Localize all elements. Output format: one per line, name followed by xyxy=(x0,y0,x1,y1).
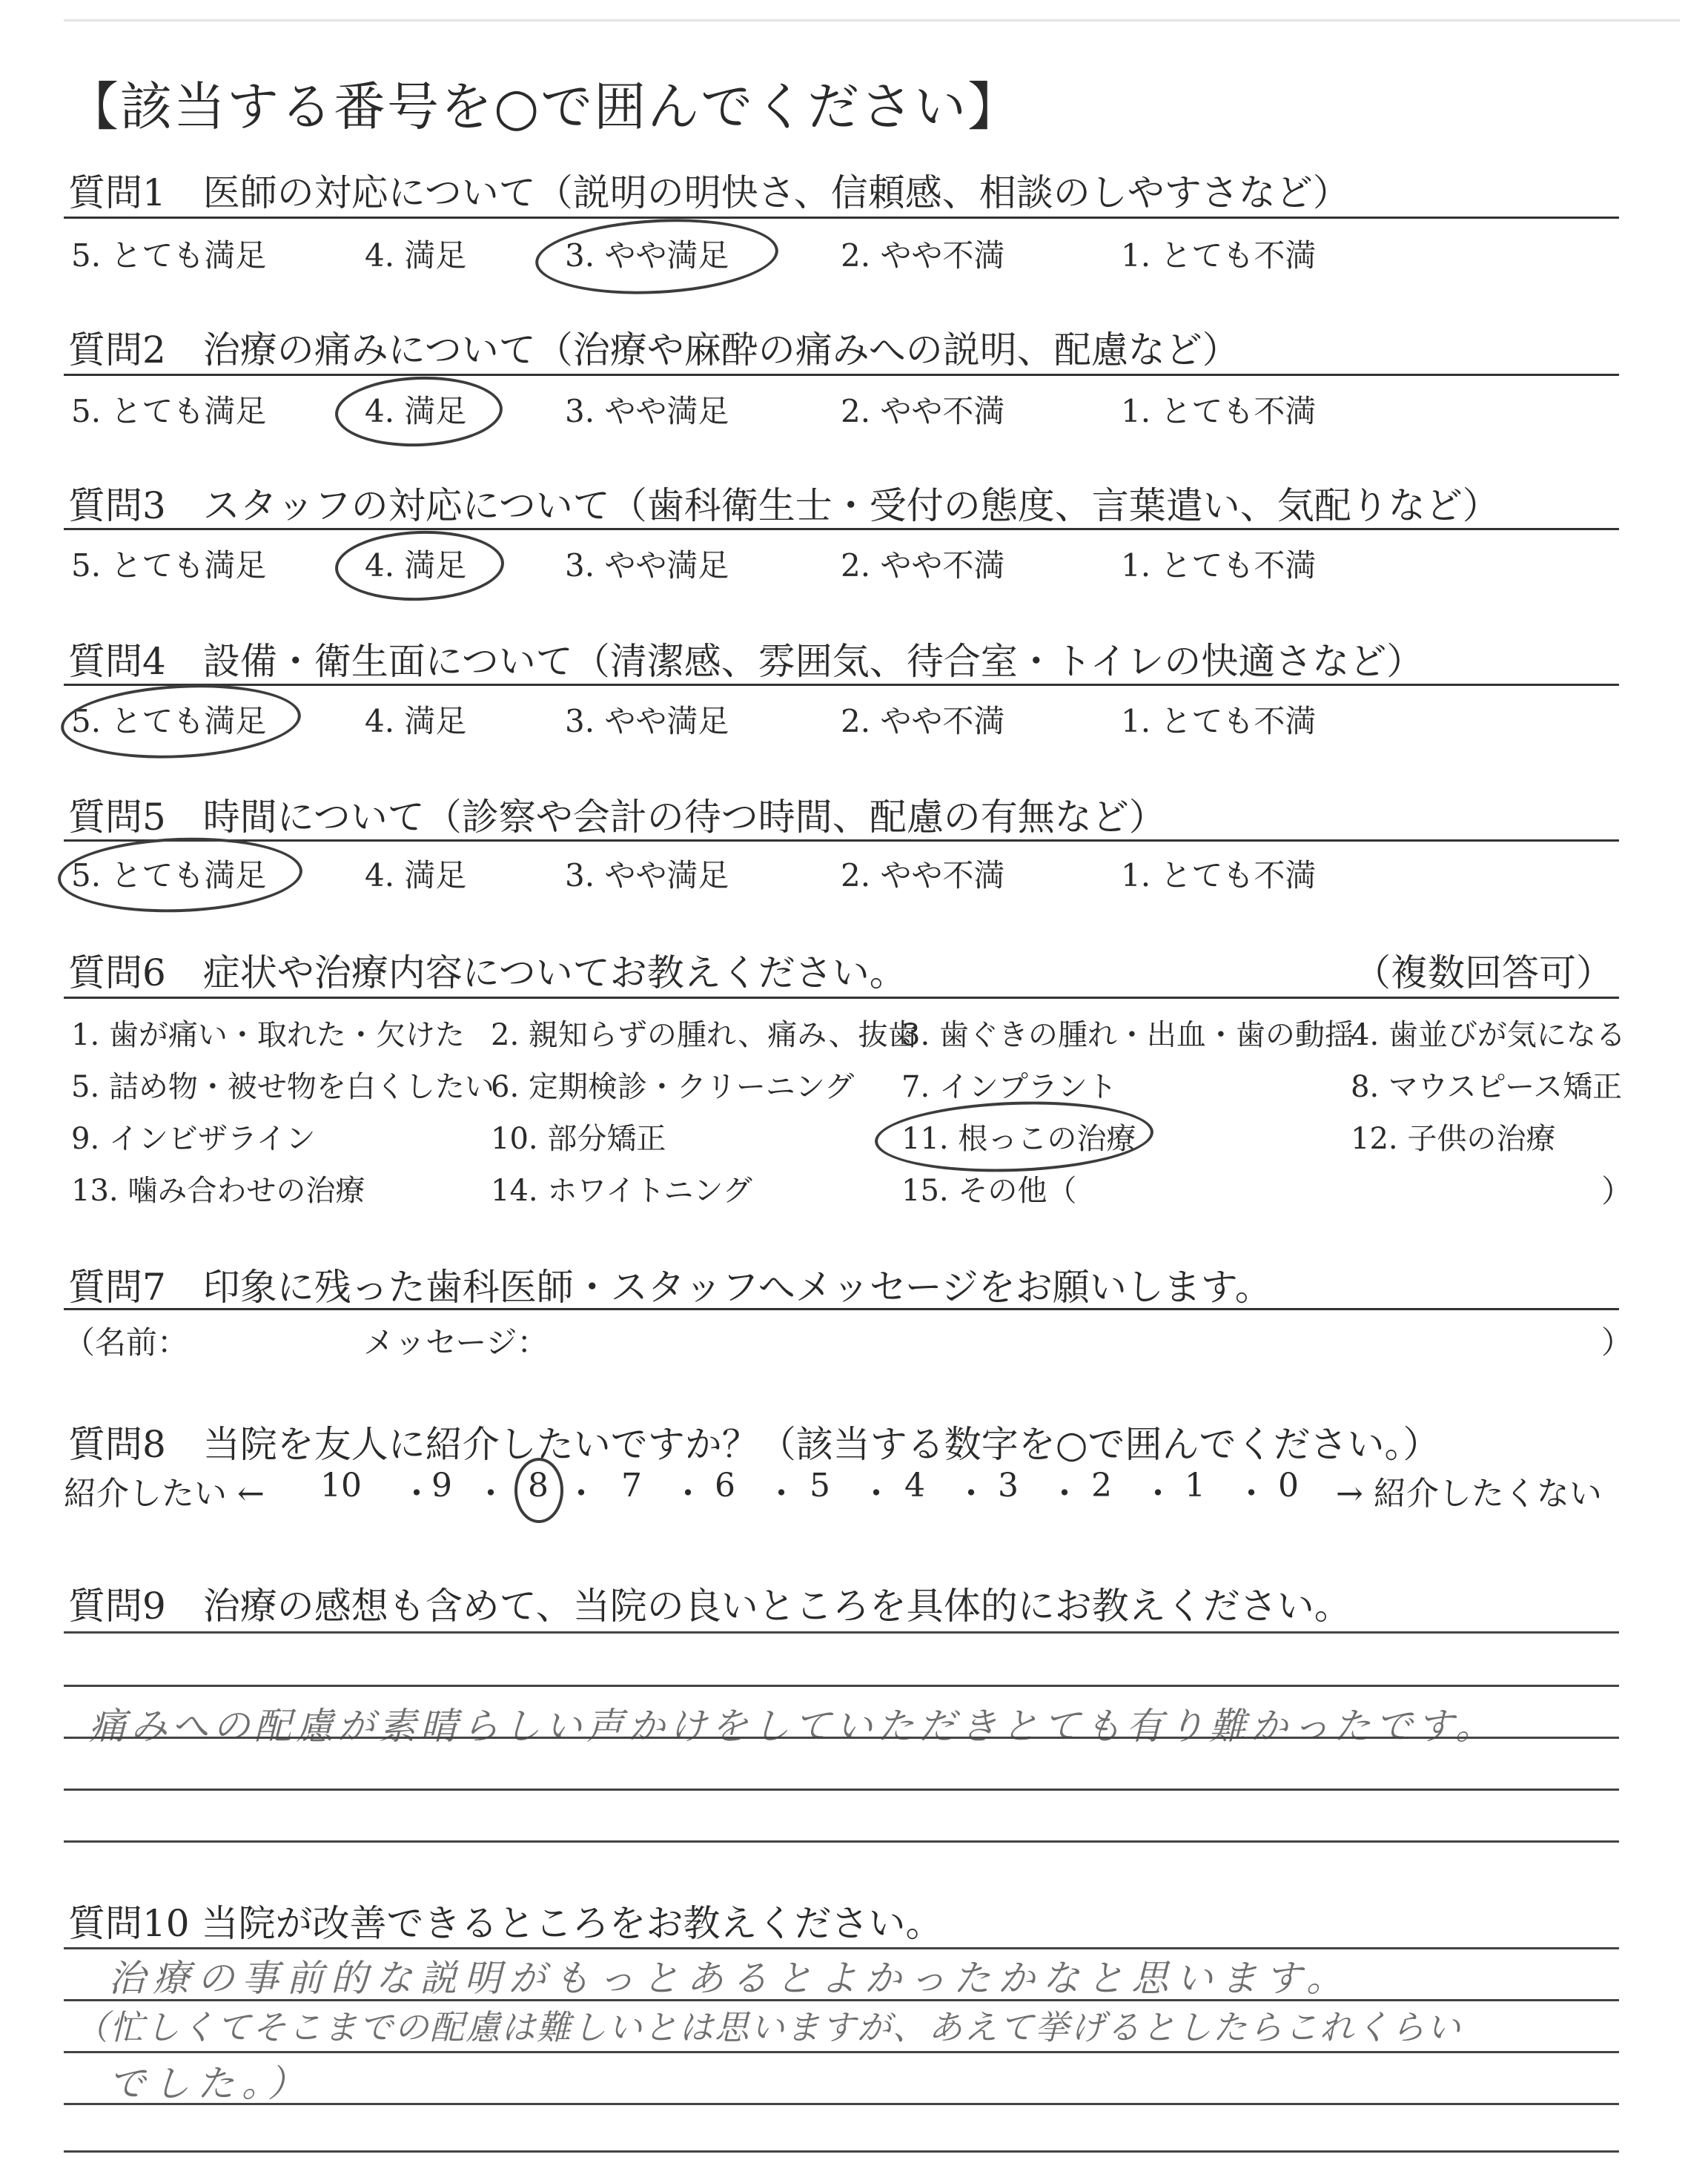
q8-scale-10[interactable]: 10 xyxy=(320,1467,362,1505)
q1-rule xyxy=(64,217,1619,219)
q1-option-3[interactable]: 3. やや満足 xyxy=(565,237,729,274)
q4-rule xyxy=(64,684,1619,686)
q8-sep: ・ xyxy=(400,1475,433,1513)
q8-sep: ・ xyxy=(860,1475,893,1513)
q8-sep: ・ xyxy=(1235,1475,1268,1513)
q8-scale-8[interactable]: 8 xyxy=(528,1467,549,1505)
q8-scale-3[interactable]: 3 xyxy=(998,1467,1019,1505)
q6-option-1[interactable]: 1. 歯が痛い・取れた・欠けた xyxy=(71,1018,465,1052)
q7-message-label: メッセージ： xyxy=(363,1324,549,1361)
q5-label: 質問5 時間について（診察や会計の待つ時間、配慮の有無など） xyxy=(68,796,1166,839)
q8-scale-7[interactable]: 7 xyxy=(621,1467,642,1505)
q6-option-3[interactable]: 3. 歯ぐきの腫れ・出血・歯の動揺 xyxy=(901,1018,1354,1052)
q5-option-5[interactable]: 5. とても満足 xyxy=(71,857,267,894)
q1-label: 質問1 医師の対応について（説明の明快さ、信頼感、相談のしやすさなど） xyxy=(68,171,1350,214)
q9-line-3 xyxy=(64,1737,1619,1739)
q8-sep: ・ xyxy=(1048,1475,1081,1513)
q3-option-2[interactable]: 2. やや不満 xyxy=(841,547,1005,584)
q6-option-11[interactable]: 11. 根っこの治療 xyxy=(901,1122,1136,1156)
q5-option-3[interactable]: 3. やや満足 xyxy=(565,857,729,894)
q5-option-2[interactable]: 2. やや不満 xyxy=(841,857,1005,894)
q8-left-label: 紹介したい ← xyxy=(64,1475,265,1513)
q4-option-4[interactable]: 4. 満足 xyxy=(365,703,467,739)
q7-label: 質問7 印象に残った歯科医師・スタッフへメッセージをお願いします。 xyxy=(68,1266,1272,1309)
q2-rule xyxy=(64,374,1619,376)
q9-line-5 xyxy=(64,1840,1619,1843)
q3-option-1[interactable]: 1. とても不満 xyxy=(1121,547,1317,584)
q1-option-1[interactable]: 1. とても不満 xyxy=(1121,237,1317,274)
q8-sep: ・ xyxy=(672,1475,704,1513)
page-title: 【該当する番号を○で囲んでください】 xyxy=(67,76,1022,137)
q1-option-4[interactable]: 4. 満足 xyxy=(365,237,467,274)
q1-option-5[interactable]: 5. とても満足 xyxy=(71,237,267,274)
q3-option-4[interactable]: 4. 満足 xyxy=(365,547,467,584)
q9-line-4 xyxy=(64,1789,1619,1791)
q8-scale-1[interactable]: 1 xyxy=(1185,1467,1205,1505)
q8-sep: ・ xyxy=(1142,1475,1174,1513)
q2-option-5[interactable]: 5. とても満足 xyxy=(71,393,267,429)
q6-option-9[interactable]: 9. インビザライン xyxy=(71,1122,316,1156)
q8-scale-2[interactable]: 2 xyxy=(1091,1467,1112,1505)
q4-option-3[interactable]: 3. やや満足 xyxy=(565,703,729,739)
q8-sep: ・ xyxy=(955,1475,987,1513)
q5-option-1[interactable]: 1. とても不満 xyxy=(1121,857,1317,894)
q4-label: 質問4 設備・衛生面について（清潔感、雰囲気、待合室・トイレの快適さなど） xyxy=(68,640,1424,683)
q2-label: 質問2 治療の痛みについて（治療や麻酔の痛みへの説明、配慮など） xyxy=(68,328,1239,371)
q4-option-1[interactable]: 1. とても不満 xyxy=(1121,703,1317,739)
q6-option-14[interactable]: 14. ホワイトニング xyxy=(491,1174,752,1208)
q8-scale-9[interactable]: 9 xyxy=(431,1467,452,1505)
q10-answer-line-2: （忙しくてそこまでの配慮は難しいとは思いますが、あえて挙げるとしたらこれくらい xyxy=(74,2007,1462,2047)
q10-line-5 xyxy=(64,2150,1619,2153)
q3-rule xyxy=(64,528,1619,530)
q6-other-close: ） xyxy=(1601,1173,1633,1209)
q3-label: 質問3 スタッフの対応について（歯科衛生士・受付の態度、言葉遣い、気配りなど） xyxy=(68,484,1500,527)
q6-rule xyxy=(64,997,1619,999)
q10-answer-line-1: 治療の事前的な説明がもっとあるとよかったかなと思います。 xyxy=(108,1957,1351,2000)
q10-answer-line-3: でした。） xyxy=(108,2062,312,2105)
q5-rule xyxy=(64,839,1619,842)
q8-sep: ・ xyxy=(765,1475,798,1513)
q10-line-4 xyxy=(64,2103,1619,2105)
q1-option-2[interactable]: 2. やや不満 xyxy=(841,237,1005,274)
q9-answer: 痛みへの配慮が素晴らしい声かけをしていただきとても有り難かったです。 xyxy=(89,1705,1497,1748)
q9-line-1 xyxy=(64,1631,1619,1634)
q7-name-label: （名前： xyxy=(64,1324,189,1361)
q9-line-2 xyxy=(64,1685,1619,1687)
q2-option-4[interactable]: 4. 満足 xyxy=(365,393,467,429)
q5-option-4[interactable]: 4. 満足 xyxy=(365,857,467,894)
q2-option-1[interactable]: 1. とても不満 xyxy=(1121,393,1317,429)
q6-option-6[interactable]: 6. 定期検診・クリーニング xyxy=(491,1070,855,1104)
q8-scale-4[interactable]: 4 xyxy=(904,1467,925,1505)
q8-label: 質問8 当院を友人に紹介したいですか？（該当する数字を○で囲んでください。） xyxy=(68,1423,1440,1466)
q6-note: （複数回答可） xyxy=(1354,951,1613,994)
q6-option-5[interactable]: 5. 詰め物・被せ物を白くしたい xyxy=(71,1070,494,1104)
q6-label: 質問6 症状や治療内容についてお教えください。 xyxy=(68,951,907,994)
q6-option-4[interactable]: 4. 歯並びが気になる xyxy=(1351,1018,1626,1052)
q8-scale-5[interactable]: 5 xyxy=(810,1467,830,1505)
q7-close: ） xyxy=(1601,1324,1633,1361)
q6-option-10[interactable]: 10. 部分矯正 xyxy=(491,1122,666,1156)
top-border xyxy=(64,19,1680,22)
q2-option-3[interactable]: 3. やや満足 xyxy=(565,393,729,429)
q6-option-15[interactable]: 15. その他（ xyxy=(901,1174,1077,1208)
q6-option-2[interactable]: 2. 親知らずの腫れ、痛み、抜歯 xyxy=(491,1018,918,1052)
q9-label: 質問9 治療の感想も含めて、当院の良いところを具体的にお教えください。 xyxy=(68,1585,1351,1628)
q8-scale-0[interactable]: 0 xyxy=(1278,1467,1299,1505)
q4-option-2[interactable]: 2. やや不満 xyxy=(841,703,1005,739)
q8-scale-6[interactable]: 6 xyxy=(715,1467,735,1505)
q2-option-2[interactable]: 2. やや不満 xyxy=(841,393,1005,429)
q8-sep: ・ xyxy=(565,1475,598,1513)
q10-label: 質問10 当院が改善できるところをお教えください。 xyxy=(68,1902,943,1945)
q10-line-3 xyxy=(64,2051,1619,2053)
q6-option-13[interactable]: 13. 噛み合わせの治療 xyxy=(71,1174,365,1208)
q6-option-12[interactable]: 12. 子供の治療 xyxy=(1351,1122,1556,1156)
q8-sep: ・ xyxy=(474,1475,507,1513)
q3-option-3[interactable]: 3. やや満足 xyxy=(565,547,729,584)
q8-right-label: → 紹介したくない xyxy=(1336,1475,1602,1513)
q4-option-5[interactable]: 5. とても満足 xyxy=(71,703,267,739)
q6-option-7[interactable]: 7. インプラント xyxy=(901,1070,1117,1104)
q7-rule xyxy=(64,1308,1619,1310)
q6-option-8[interactable]: 8. マウスピース矯正 xyxy=(1351,1070,1623,1104)
q3-option-5[interactable]: 5. とても満足 xyxy=(71,547,267,584)
